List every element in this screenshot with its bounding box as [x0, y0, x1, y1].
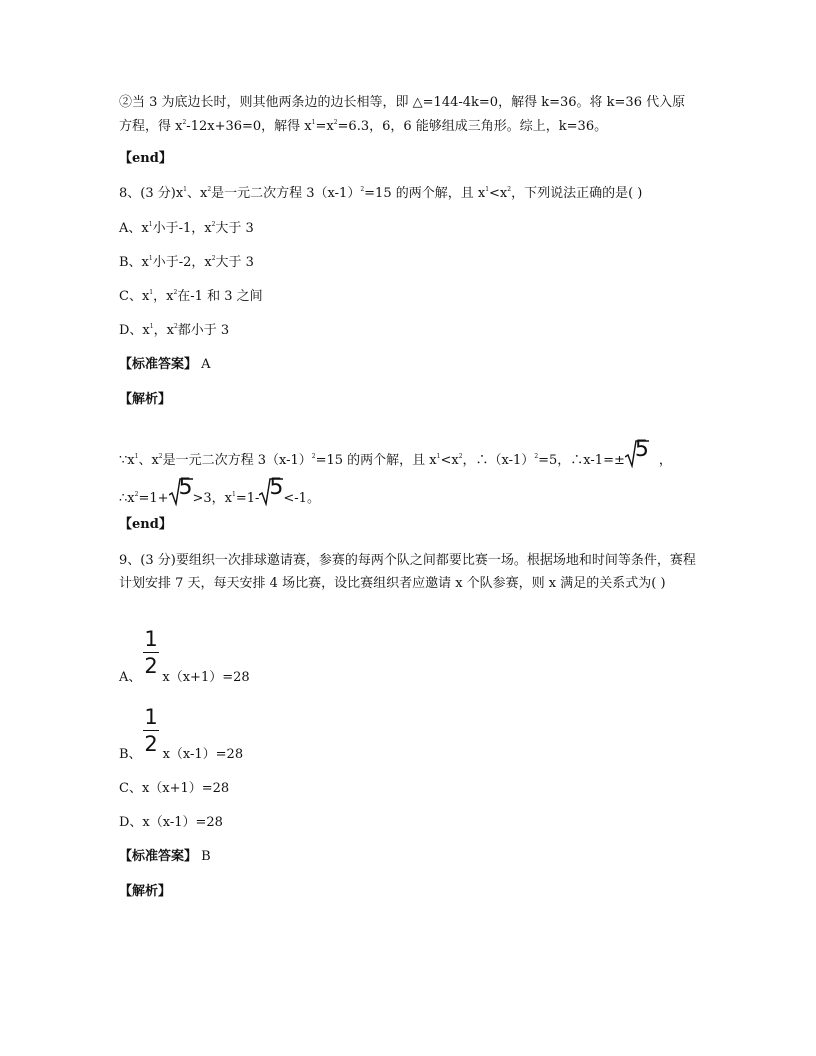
q8-solution-line2: $\therefore x^2=1+$ 5 >3，$x^1=1-$ 5 <-1。	[119, 475, 320, 506]
q8-standard-answer: 【标准答案】 A	[119, 357, 211, 372]
q9-option-b: B、 x（x-1）=28	[119, 747, 244, 762]
fraction-one-half: 1 2	[144, 627, 158, 678]
sqrt-five-symbol: 5	[169, 478, 193, 506]
q8-end-marker: 【end】	[119, 517, 172, 532]
q8-option-b: B、$x^1$小于-2，$x^2$大于 3	[119, 255, 254, 270]
q7-solution-line2: 方程，得 $x^2-12x+36=0$，解得 $x^1=x^2=6.3$，6，6 能够组成三角形。综上，k=36。	[119, 119, 608, 134]
q9-standard-answer: 【标准答案】 B	[119, 849, 211, 864]
q9-answer-value: B	[201, 849, 211, 864]
q8-stem: 8、(3 分)$x^1$、$x^2$是一元二次方程 $3(x-1)^2=15$ 的两个解，且 $x^1<x^2$，下列说法正确的是( )	[119, 186, 643, 201]
q8-answer-value: A	[201, 357, 211, 372]
q8-option-d: D、$x^1$，$x^2$都小于 3	[119, 323, 230, 338]
q8-solution-line1: $\because x^1$、$x^2$是一元二次方程 $3(x-1)^2=15$ 的两个解，且 $x^1<x^2$，$\therefore(x-1)^2=5$，∴x-1=± 5 ，	[119, 437, 672, 468]
sqrt-five-symbol: 5	[625, 440, 649, 468]
q9-option-a: A、 x（x+1）=28	[119, 670, 250, 685]
q7-end-marker: 【end】	[119, 151, 172, 166]
q9-stem: 9、(3 分)要组织一次排球邀请赛，参赛的每两个队之间都要比赛一场。根据场地和时间等条件，赛程计划安排 7 天，每天安排 4 场比赛，设比赛组织者应邀请 x 个队参赛，则 x 满足的关系式为( )	[119, 553, 696, 591]
q9-option-c: C、x（x+1）=28	[119, 781, 230, 796]
q9-analysis-label: 【解析】	[119, 884, 172, 899]
q8-option-c: C、$x^1$，$x^2$在-1 和 3 之间	[119, 289, 263, 304]
sqrt-five-symbol: 5	[259, 478, 283, 506]
q8-analysis-label: 【解析】	[119, 392, 172, 407]
q8-option-a: A、$x^1$小于-1，$x^2$大于 3	[119, 221, 254, 236]
q9-option-d: D、x（x-1）=28	[119, 815, 223, 830]
fraction-one-half: 1 2	[144, 705, 158, 756]
q7-solution-line1: ②当 3 为底边长时，则其他两条边的边长相等，即 △=144-4k=0，解得 k=36。将 k=36 代入原	[119, 95, 686, 110]
